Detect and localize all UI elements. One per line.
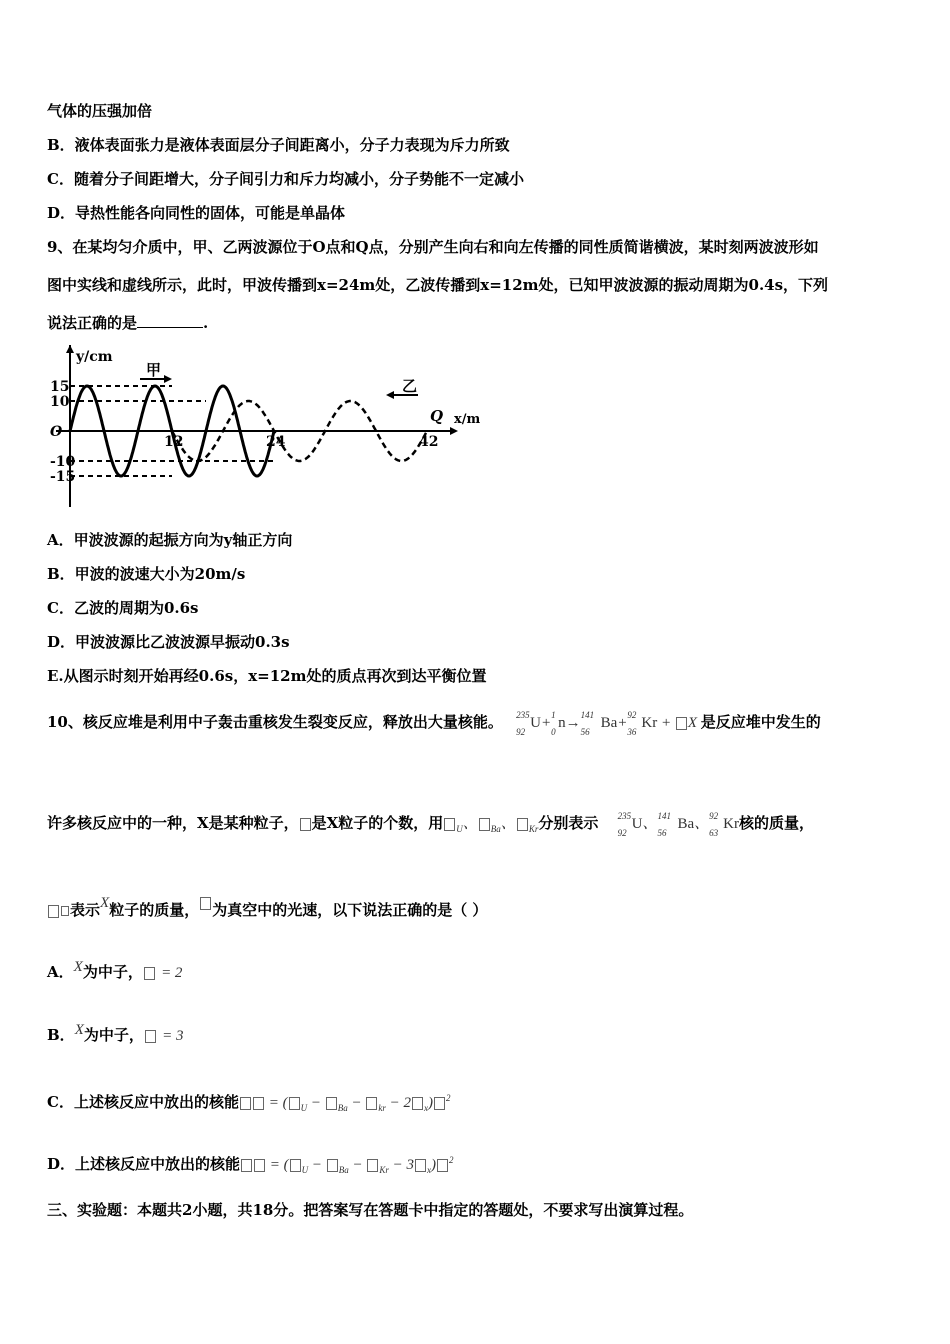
question-10-line1	[47, 710, 821, 737]
question-9-line1: 9、在某均匀介质中，甲、乙两波源位于O点和Q点，分别产生向右和向左传播的同性质简谐横波，某时刻两波波形如	[47, 238, 819, 256]
y-axis-label: y/cm	[76, 349, 113, 365]
question-9-stem-end: 说法正确的是	[47, 314, 138, 332]
coefficient-a-box	[676, 717, 687, 730]
nuclide-u235: 235 92 U	[516, 710, 541, 737]
y-axis-arrow	[66, 345, 74, 353]
question-9-line2: 图中实线和虚线所示，此时，甲波传播到x=24m处，乙波传播到x=12m处，已知甲波波源的振动周期为0.4s，下列	[47, 276, 829, 294]
question-10-stem: 10、核反应堆是利用中子轰击重核发生裂变反应，释放出大量核能。	[47, 713, 503, 731]
option-9e: E.从图示时刻开始再经0.6s，x=12m处的质点再次到达平衡位置	[47, 667, 487, 685]
question-10-stem-end: 是反应堆中发生的	[700, 713, 821, 731]
x-tick-label: 12	[164, 434, 184, 450]
y-tick-label: O	[50, 424, 63, 440]
jia-arrow-head	[164, 375, 172, 383]
nuclide-kr92: 92 36 Kr	[627, 710, 658, 737]
question-10-line2: 许多核反应中的一种，X是某种粒子， 是X粒子的个数，用 $_U$、 $_{Ba}$、 $_{Kr}$分别表示 235 92 U、 141 56 Ba、 92 63 Kr核的质量，	[47, 811, 814, 838]
y-tick-label: -10	[50, 454, 76, 470]
section-3-heading: 三、实验题：本题共2小题，共18分。把答案写在答题卡中指定的答题处，不要求写出演算过程。	[47, 1201, 694, 1219]
fission-equation: 235 92 U+ 1 0 n→ 141 56 Ba+ 92 36 Kr + X	[516, 710, 698, 737]
y-tick-label: -15	[50, 469, 76, 485]
option-9a: A．甲波波源的起振方向为y轴正方向	[47, 531, 293, 549]
option-9d: D．甲波波源比乙波波源早振动0.3s	[47, 633, 290, 651]
question-9-line3	[47, 313, 208, 333]
nuclide-ba141: 141 56 Ba	[580, 710, 618, 737]
option-10d: D．上述核反应中放出的核能 = ( $_U$ − $_{Ba}$ − $_{Kr}$ − 3 $_x$) $^2$	[47, 1155, 454, 1175]
y-tick-label: 15	[50, 379, 70, 395]
option-10c: C．上述核反应中放出的核能 = ( $_U$ − $_{Ba}$ − $_{kr}$ − 2 $_x$) $^2$	[47, 1093, 451, 1113]
x-axis-label: x/m	[454, 412, 481, 427]
option-9b: B．甲波的波速大小为20m/s	[47, 565, 246, 583]
label-yi: 乙	[402, 377, 418, 395]
option-8a-tail: 气体的压强加倍	[47, 102, 153, 120]
y-tick-label: 10	[50, 394, 70, 410]
answer-blank	[137, 313, 203, 328]
question-10-line3: 表示X粒子的质量， 为真空中的光速，以下说法正确的是（ ）	[47, 900, 487, 921]
option-8d: D．导热性能各向同性的固体，可能是单晶体	[47, 204, 346, 222]
label-jia: 甲	[146, 361, 162, 379]
label-q: Q	[430, 407, 444, 425]
nuclide-neutron: 1 0 n	[551, 710, 566, 737]
option-8b: B．液体表面张力是液体表面层分子间距离小，分子力表现为斥力所致	[47, 136, 510, 154]
symbol-a-box	[300, 818, 311, 831]
option-10a: A．X为中子， = 2	[47, 959, 183, 981]
x-tick-label: 24	[266, 434, 286, 450]
x-axis-arrow	[450, 427, 458, 435]
x-tick-label: 42	[419, 434, 439, 450]
option-8c: C．随着分子间距增大，分子间引力和斥力均减小，分子势能不一定减小	[47, 170, 524, 188]
yi-arrow-head	[386, 391, 394, 399]
option-9c: C．乙波的周期为0.6s	[47, 599, 199, 617]
wave-chart	[46, 345, 486, 515]
question-9-period: .	[203, 314, 209, 332]
option-10b: B．X为中子， = 3	[47, 1022, 184, 1044]
